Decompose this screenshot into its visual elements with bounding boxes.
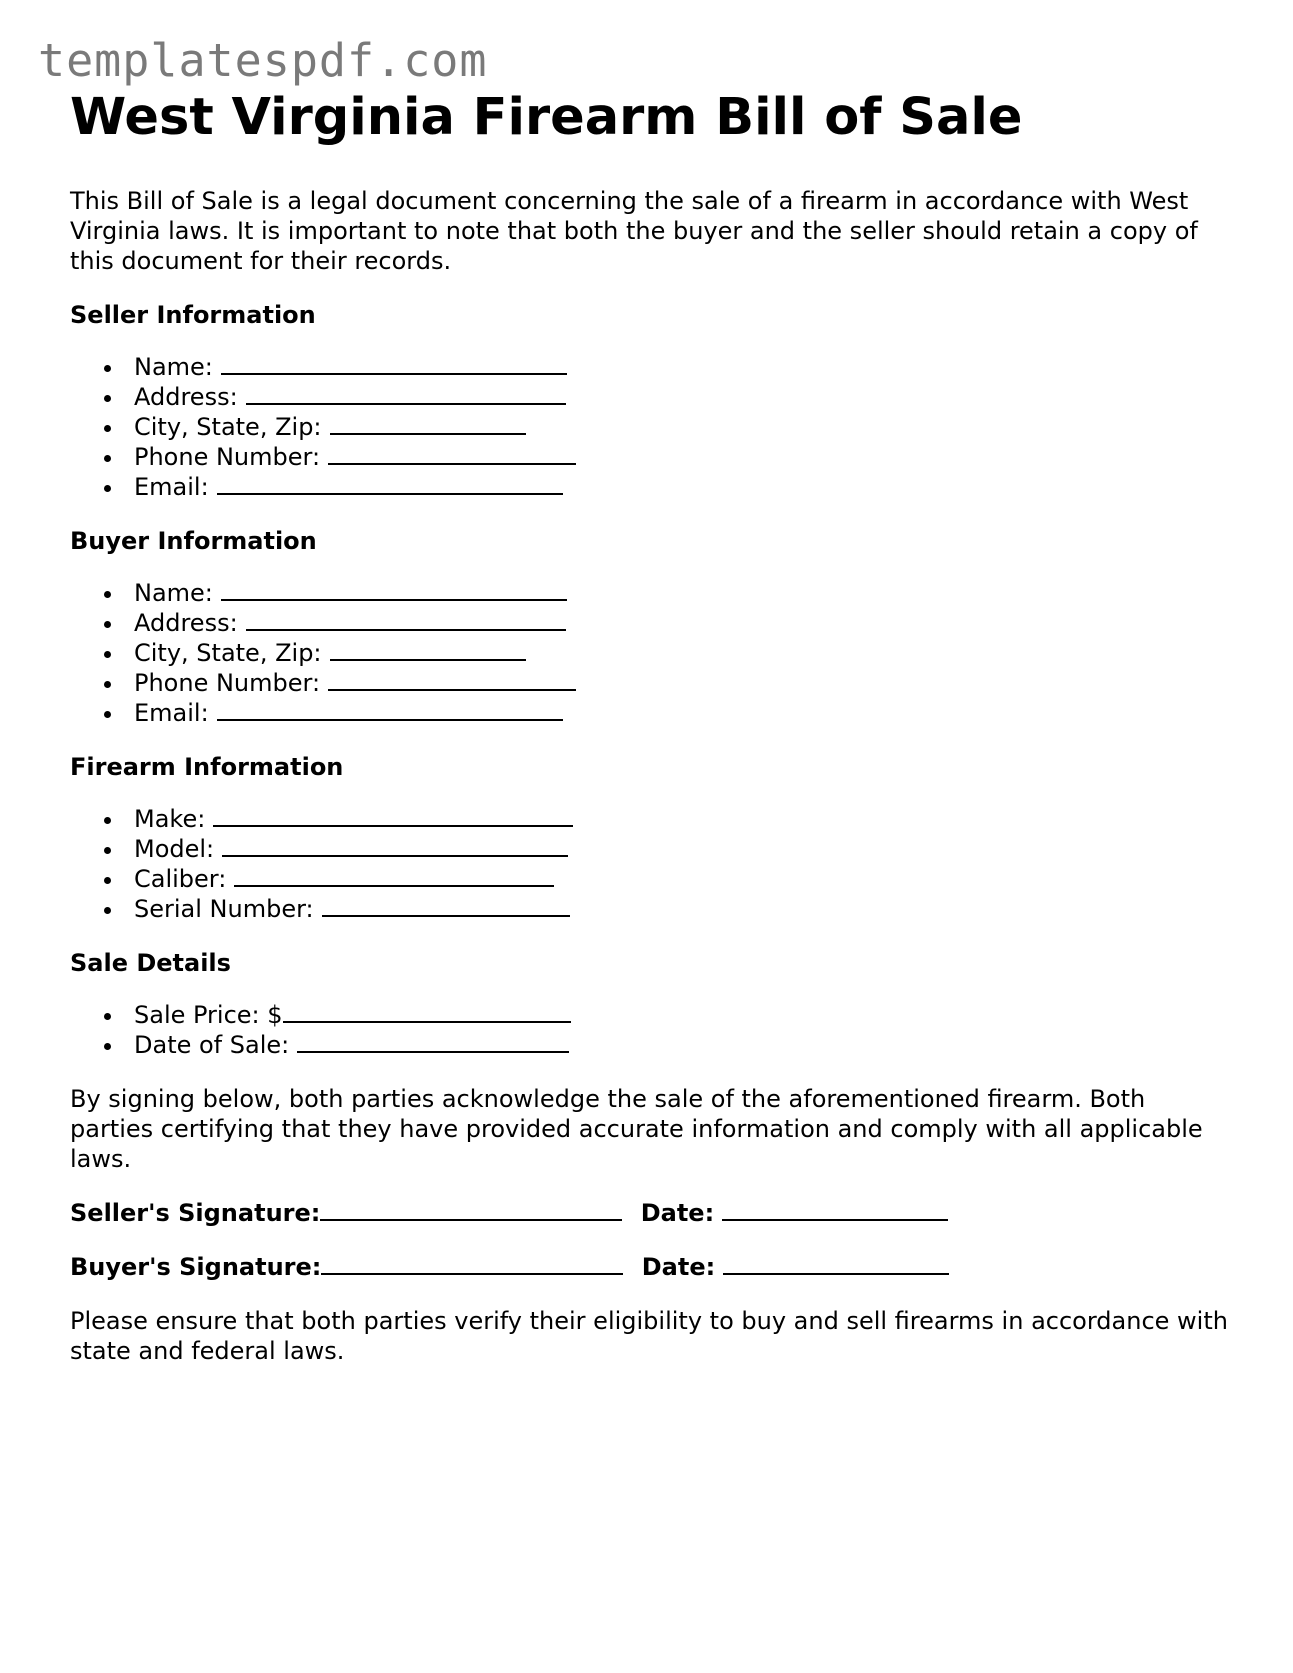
firearm-serial-field bbox=[70, 894, 1230, 924]
field-label: Date of Sale: bbox=[134, 1030, 290, 1059]
bullet-icon bbox=[104, 395, 111, 402]
buyer-signature-line bbox=[70, 1252, 1230, 1282]
firearm-caliber-blank[interactable] bbox=[234, 865, 554, 887]
sale-heading: Sale Details bbox=[70, 948, 231, 977]
bullet-icon bbox=[104, 817, 111, 824]
seller-phone-field bbox=[70, 442, 1230, 472]
field-label: Sale Price: $ bbox=[134, 1000, 283, 1029]
field-label: City, State, Zip: bbox=[134, 638, 322, 667]
intro-paragraph: This Bill of Sale is a legal document concerning the sale of a firearm in accordance with West Virginia laws. It is important to note that both the buyer and the seller should retain a copy of this document for their records. bbox=[70, 186, 1198, 275]
bullet-icon bbox=[104, 907, 111, 914]
document-title: West Virginia Firearm Bill of Sale bbox=[70, 88, 1023, 147]
seller-signature-line bbox=[70, 1198, 1230, 1228]
seller-email-field bbox=[70, 472, 1230, 502]
field-label: Phone Number: bbox=[134, 442, 321, 471]
firearm-make-field bbox=[70, 804, 1230, 834]
bullet-icon bbox=[104, 681, 111, 688]
field-label: Make: bbox=[134, 804, 206, 833]
document-page bbox=[70, 86, 1230, 1366]
buyer-city-blank[interactable] bbox=[330, 639, 526, 661]
bullet-icon bbox=[104, 455, 111, 462]
bullet-icon bbox=[104, 621, 111, 628]
seller-phone-blank[interactable] bbox=[328, 443, 576, 465]
seller-date-label: Date: bbox=[640, 1198, 715, 1227]
bullet-icon bbox=[104, 425, 111, 432]
bullet-icon bbox=[104, 591, 111, 598]
sale-price-field bbox=[70, 1000, 1230, 1030]
bullet-icon bbox=[104, 877, 111, 884]
seller-city-blank[interactable] bbox=[330, 413, 526, 435]
field-label: Address: bbox=[134, 382, 238, 411]
field-label: Phone Number: bbox=[134, 668, 321, 697]
buyer-heading: Buyer Information bbox=[70, 526, 317, 555]
field-label: Address: bbox=[134, 608, 238, 637]
seller-name-blank[interactable] bbox=[221, 353, 567, 375]
buyer-phone-blank[interactable] bbox=[328, 669, 576, 691]
buyer-phone-field bbox=[70, 668, 1230, 698]
field-label: Email: bbox=[134, 472, 209, 501]
bullet-icon bbox=[104, 1013, 111, 1020]
seller-heading: Seller Information bbox=[70, 300, 316, 329]
buyer-fields bbox=[70, 578, 1230, 728]
seller-name-field bbox=[70, 352, 1230, 382]
firearm-fields bbox=[70, 804, 1230, 924]
field-label: Name: bbox=[134, 352, 213, 381]
sale-fields bbox=[70, 1000, 1230, 1060]
buyer-date-label: Date: bbox=[641, 1252, 716, 1281]
buyer-email-field bbox=[70, 698, 1230, 728]
field-label: Name: bbox=[134, 578, 213, 607]
sale-price-blank[interactable] bbox=[283, 1001, 571, 1023]
closing-paragraph: Please ensure that both parties verify their eligibility to buy and sell firearms in accordance with state and federal laws. bbox=[70, 1306, 1228, 1365]
firearm-model-blank[interactable] bbox=[222, 835, 568, 857]
bullet-icon bbox=[104, 847, 111, 854]
seller-address-blank[interactable] bbox=[246, 383, 566, 405]
buyer-signature-blank[interactable] bbox=[321, 1253, 623, 1275]
seller-city-field bbox=[70, 412, 1230, 442]
firearm-make-blank[interactable] bbox=[213, 805, 573, 827]
buyer-date-blank[interactable] bbox=[723, 1253, 949, 1275]
firearm-caliber-field bbox=[70, 864, 1230, 894]
field-label: Model: bbox=[134, 834, 215, 863]
seller-signature-blank[interactable] bbox=[320, 1199, 622, 1221]
firearm-serial-blank[interactable] bbox=[322, 895, 570, 917]
field-label: City, State, Zip: bbox=[134, 412, 322, 441]
firearm-model-field bbox=[70, 834, 1230, 864]
seller-fields bbox=[70, 352, 1230, 502]
buyer-city-field bbox=[70, 638, 1230, 668]
sale-date-blank[interactable] bbox=[297, 1031, 569, 1053]
buyer-address-field bbox=[70, 608, 1230, 638]
field-label: Email: bbox=[134, 698, 209, 727]
seller-date-blank[interactable] bbox=[722, 1199, 948, 1221]
buyer-email-blank[interactable] bbox=[217, 699, 563, 721]
acknowledgement-paragraph: By signing below, both parties acknowledge the sale of the aforementioned firearm. Both parties certifying that they have provided accurate information and comply with all applicable laws. bbox=[70, 1084, 1203, 1173]
bullet-icon bbox=[104, 651, 111, 658]
bullet-icon bbox=[104, 1043, 111, 1050]
firearm-heading: Firearm Information bbox=[70, 752, 344, 781]
seller-address-field bbox=[70, 382, 1230, 412]
seller-signature-label: Seller's Signature: bbox=[70, 1198, 321, 1227]
sale-date-field bbox=[70, 1030, 1230, 1060]
seller-email-blank[interactable] bbox=[217, 473, 563, 495]
watermark-text: templatespdf.com bbox=[38, 34, 488, 87]
buyer-name-field bbox=[70, 578, 1230, 608]
bullet-icon bbox=[104, 365, 111, 372]
buyer-signature-label: Buyer's Signature: bbox=[70, 1252, 322, 1281]
bullet-icon bbox=[104, 711, 111, 718]
field-label: Caliber: bbox=[134, 864, 227, 893]
buyer-address-blank[interactable] bbox=[246, 609, 566, 631]
field-label: Serial Number: bbox=[134, 894, 314, 923]
bullet-icon bbox=[104, 485, 111, 492]
buyer-name-blank[interactable] bbox=[221, 579, 567, 601]
